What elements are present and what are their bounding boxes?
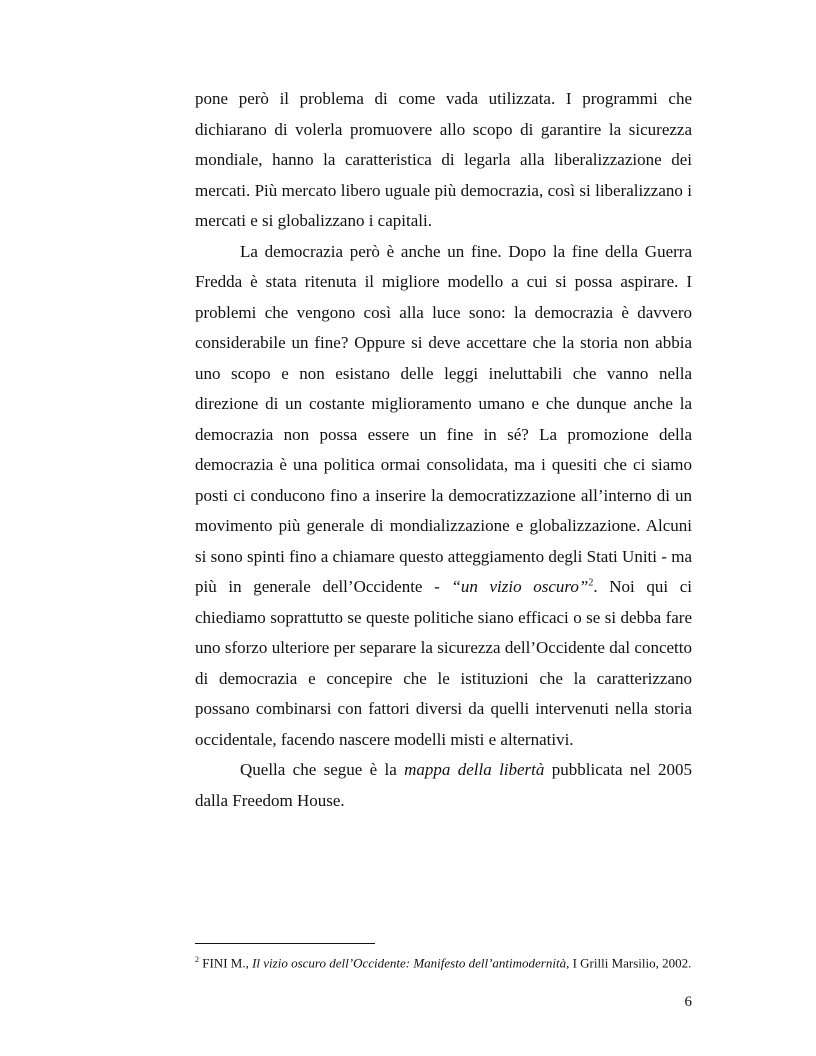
paragraph-1: [195, 84, 692, 237]
footnote-reference: 2: [588, 577, 594, 589]
footnote-book-title: Il vizio oscuro dell’Occidente: Manifesto dell’antimodernità: [252, 955, 567, 971]
footnote-author: FINI M.,: [202, 955, 253, 971]
body-text: [195, 84, 692, 816]
footnote-number: 2: [195, 955, 199, 964]
footnote-publisher: , I Grilli Marsilio, 2002.: [566, 955, 692, 971]
page-number: 6: [684, 994, 692, 1010]
footnote: [195, 951, 692, 972]
paragraph-3-text-before: Quella che segue è la: [240, 760, 405, 779]
quoted-phrase: “un vizio oscuro”: [451, 577, 589, 596]
paragraph-2: [195, 237, 692, 756]
paragraph-3: [195, 755, 692, 816]
paragraph-3-text-after: pubblicata nel 2005 dalla Freedom House.: [195, 760, 692, 810]
paragraph-1-text: pone però il problema di come vada utilizzata. I programmi che dichiarano di volerla promuovere allo scopo di garantire la sicurezza mondiale, hanno la caratteristica di legarla alla liberalizzazione dei mercati. Più mercato libero uguale più democrazia, così si liberalizzano i mercati e si globalizzano i capitali.: [195, 89, 692, 230]
map-title-italic: mappa della libertà: [404, 760, 545, 779]
paragraph-2-text-after: . Noi qui ci chiediamo soprattutto se queste politiche siano efficaci o se si debba fare uno sforzo ulteriore per separare la sicurezza dell’Occidente dal concetto di democrazia e concepire che le istituzioni che la caratterizzano possano combinarsi con fattori diversi da quelli intervenuti nella storia occidentale, facendo nascere modelli misti e alternativi.: [195, 577, 692, 749]
footnote-separator: [195, 943, 375, 944]
paragraph-2-text-before: La democrazia però è anche un fine. Dopo la fine della Guerra Fredda è stata ritenuta il migliore modello a cui si possa aspirare. I problemi che vengono così alla luce sono: la democrazia è davvero considerabile un fine? Oppure si deve accettare che la storia non abbia uno scopo e non esistano delle leggi ineluttabili che vanno nella direzione di un costante miglioramento umano e che dunque anche la democrazia non possa essere un fine in sé? La promozione della democrazia è una politica ormai consolidata, ma i quesiti che ci siamo posti ci conducono fino a inserire la democratizzazione all’interno di un movimento più generale di mondializzazione e globalizzazione. Alcuni si sono spinti fino a chiamare questo atteggiamento degli Stati Uniti - ma più in generale dell’Occidente -: [195, 241, 692, 596]
